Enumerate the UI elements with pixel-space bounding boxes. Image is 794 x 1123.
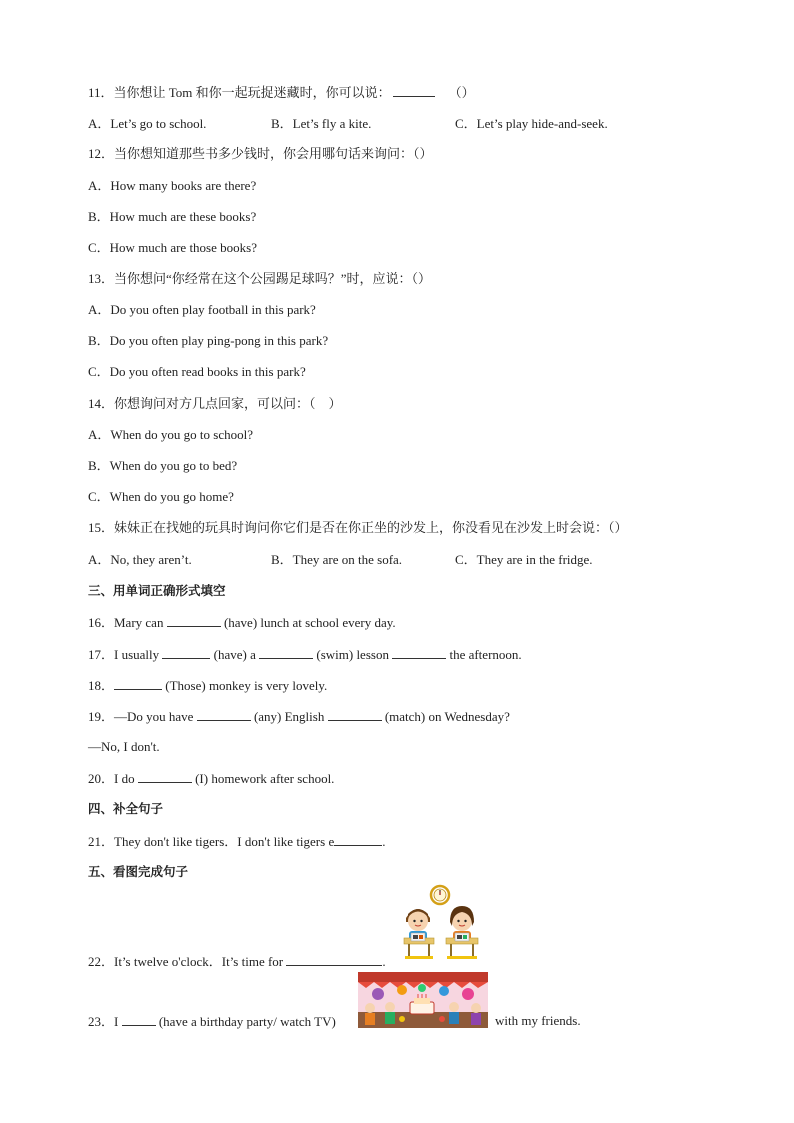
q17-text-c: (swim) lesson <box>316 647 389 662</box>
q11-option-b: B．Let’s fly a kite. <box>271 116 372 131</box>
section-4-heading: 四、补全句子 <box>88 801 164 816</box>
q11-answer-blank[interactable] <box>393 84 435 97</box>
q19-line <box>88 708 510 725</box>
q12-option-b: B．How much are these books? <box>88 209 257 224</box>
q13-option-b: B．Do you often play ping-pong in this park? <box>88 333 329 348</box>
q14-stem: 14．你想询问对方几点回家，可以问：（ ） <box>88 396 342 411</box>
q16-line <box>88 614 396 631</box>
q18-line <box>88 677 327 694</box>
q17-blank-1[interactable] <box>162 646 210 659</box>
birthday-party-illustration <box>358 972 488 1028</box>
q17-text-d: the afternoon. <box>449 647 522 662</box>
q17-line <box>88 646 522 663</box>
q19-blank-2[interactable] <box>328 708 382 721</box>
children-eating-lunch-illustration <box>400 884 486 970</box>
q14-option-c: C．When do you go home? <box>88 489 234 504</box>
q12-option-a: A．How many books are there? <box>88 178 257 193</box>
q20-text-b: (I) homework after school. <box>195 771 335 786</box>
q14-option-a: A．When do you go to school? <box>88 427 254 442</box>
q23-line <box>88 1013 336 1030</box>
q15-stem: 15．妹妹正在找她的玩具时询问你它们是否在你正坐的沙发上，你没看见在沙发上时会说：（） <box>88 520 628 535</box>
q12-stem: 12．当你想知道那些书多少钱时，你会用哪句话来询问：（） <box>88 146 433 161</box>
q17-blank-2[interactable] <box>259 646 313 659</box>
q21-text-b: . <box>382 834 386 849</box>
q18-text-a: 18． <box>88 678 115 693</box>
q21-blank[interactable] <box>334 833 382 846</box>
q23-text-a: 23．I <box>88 1014 119 1029</box>
q17-blank-3[interactable] <box>392 646 446 659</box>
party-picture <box>358 972 488 1028</box>
q23-text-b: (have a birthday party/ watch TV) <box>158 1014 336 1029</box>
q16-text-b: (have) lunch at school every day. <box>223 615 396 630</box>
q11-stem: 11．当你想让 Tom 和你一起玩捉迷藏时，你可以说： <box>88 85 391 100</box>
q13-option-a: A．Do you often play football in this park? <box>88 302 316 317</box>
q17-text-a: 17．I usually <box>88 647 160 662</box>
section-5-heading: 五、看图完成句子 <box>88 864 189 879</box>
q14-option-b: B．When do you go to bed? <box>88 458 238 473</box>
q11-stem-line <box>88 84 475 101</box>
q15-option-c: C．They are in the fridge. <box>455 552 593 567</box>
q13-stem: 13．当你想问“你经常在这个公园踢足球吗？”时，应说：（） <box>88 271 432 286</box>
q11-option-a: A．Let’s go to school. <box>88 116 207 131</box>
q19-blank-1[interactable] <box>197 708 251 721</box>
q16-blank[interactable] <box>167 614 221 627</box>
q15-option-b: B．They are on the sofa. <box>271 552 403 567</box>
q21-text-a: 21．They don't like tigers．I don't like tigers e <box>88 834 335 849</box>
q20-line <box>88 770 334 787</box>
q21-line <box>88 833 385 850</box>
q23-blank[interactable] <box>122 1013 156 1026</box>
q19-text-c: (match) on Wednesday? <box>384 709 510 724</box>
q23-text-c: with my friends. <box>495 1013 581 1028</box>
q22-text-b: . <box>382 954 386 969</box>
q20-text-a: 20．I do <box>88 771 135 786</box>
q19-reply: —No, I don't. <box>88 739 160 754</box>
q19-text-a: 19．—Do you have <box>88 709 194 724</box>
q11-paren: （） <box>448 85 475 100</box>
q18-blank[interactable] <box>114 677 162 690</box>
q18-text-b: (Those) monkey is very lovely. <box>165 678 328 693</box>
lunch-picture <box>400 884 486 970</box>
q12-option-c: C．How much are those books? <box>88 240 257 255</box>
q16-text-a: 16．Mary can <box>88 615 164 630</box>
q15-option-a: A．No, they aren’t. <box>88 552 192 567</box>
q22-blank[interactable] <box>286 953 382 966</box>
q22-text-a: 22．It’s twelve o'clock．It’s time for <box>88 954 284 969</box>
q11-option-c: C．Let’s play hide-and-seek. <box>455 116 608 131</box>
q17-text-b: (have) a <box>213 647 256 662</box>
q19-text-b: (any) English <box>253 709 325 724</box>
q13-option-c: C．Do you often read books in this park? <box>88 364 306 379</box>
q20-blank[interactable] <box>138 770 192 783</box>
section-3-heading: 三、用单词正确形式填空 <box>88 583 226 598</box>
q22-line <box>88 953 386 970</box>
